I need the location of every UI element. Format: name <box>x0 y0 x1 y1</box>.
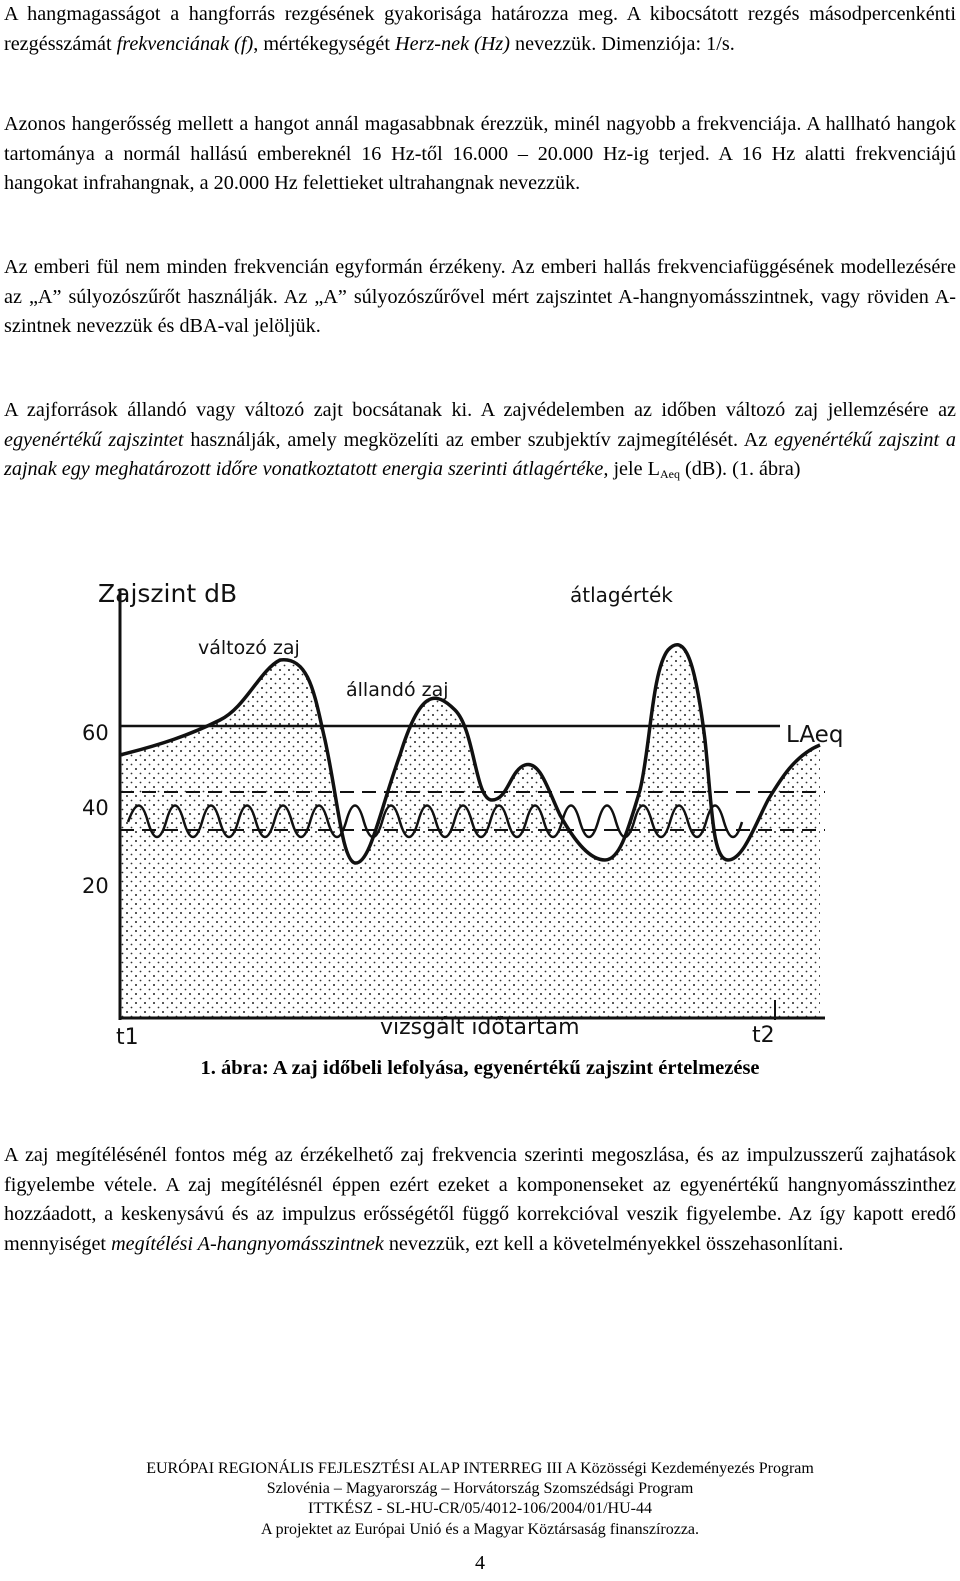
p2-text: Azonos hangerősség mellett a hangot annál magasabbnak érezzük, minél nagyobb a frekvenciája. A hallható hangok tartománya a normál hallású embereknél 16 Hz-től 16.000 – 20.000 Hz-ig terjed. A 16 Hz alatti frekvenciájú hangokat infrahangnak, a 20.000 Hz felettieket ultrahangnak nevezzük. <box>4 113 956 194</box>
p4-text-g: (dB). (1. ábra) <box>679 458 801 480</box>
ytick-60: 60 <box>82 721 109 745</box>
page-number: 4 <box>475 1552 485 1574</box>
footer-line-4: A projektet az Európai Unió és a Magyar Köztársaság finanszírozza. <box>260 1521 700 1538</box>
p1-text-c: , mértékegységét <box>253 32 396 55</box>
figure-caption: 1. ábra: A zaj időbeli lefolyása, egyenértékű zajszint értelmezése <box>200 1057 760 1079</box>
p1-text-e: nevezzük. Dimenziója: 1/s. <box>509 32 735 55</box>
label-laeq: LAeq <box>786 722 844 748</box>
paragraph-frequency <box>4 0 956 59</box>
paragraph-noise-assessment <box>4 1141 956 1259</box>
ytick-20: 20 <box>82 874 109 898</box>
p4-text-e: jele L <box>608 458 660 480</box>
footer-line-1: EURÓPAI REGIONÁLIS FEJLESZTÉSI ALAP INTERREG III A Közösségi Kezdeményezés Program <box>146 1460 814 1477</box>
y-axis-label: Zajszint dB <box>98 579 238 608</box>
label-average: átlagérték <box>570 583 673 607</box>
p5-text-c: nevezzük, ezt kell a követelményekkel összehasonlítani. <box>383 1232 844 1255</box>
paragraph-hearing-range <box>4 110 956 199</box>
paragraph-a-weighting <box>4 253 956 342</box>
p4-text-a: A zajforrások állandó vagy változó zajt bocsátanak ki. A zajvédelemben az időben változó zaj jellemzésére az <box>4 399 956 421</box>
noise-time-figure <box>80 560 880 1060</box>
ytick-40: 40 <box>82 796 109 820</box>
p4-text-c: használják, amely megközelíti az ember szubjektív zajmegítélését. Az <box>183 428 775 451</box>
p3-text: Az emberi fül nem minden frekvencián egyformán érzékeny. Az emberi hallás frekvenciafüggésének modellezésére az „A” súlyozószűrőt használják. Az „A” súlyozószűrővel mért zajszintet A-hangnyomásszintnek, vagy röviden A-szintnek nevezzük és dBA-val jelöljük. <box>4 256 956 337</box>
p1-term-herz: Herz-nek (Hz) <box>395 32 510 55</box>
footer-line-3: ITTKÉSZ - SL-HU-CR/05/4012-106/2004/01/HU-44 <box>308 1500 652 1517</box>
x-axis-label: vizsgált időtartam <box>380 1015 580 1040</box>
t1-label: t1 <box>116 1025 139 1050</box>
p5-text-a: A zaj megítélésénél fontos még az érzékelhető zaj frekvencia szerinti megoszlása, és az impulzusszerű zajhatások figyelembe vétele. A zaj megítélésnél éppen ezért ezeket a komponenseket az egyenértékű hangnyomásszinthez hozzáadott, a keskenysávú és az impulzus erősségétől függő korrekcióval veszik figyelembe. Az így kapott eredő mennyiséget <box>4 1144 956 1255</box>
p1-term-frequency: frekvenciának (f) <box>116 32 254 55</box>
p4-definition: egyenértékű zajszint a zajnak egy meghatározott időre vonatkoztatott energia szerinti átlagértéke, <box>4 428 956 480</box>
p4-term-equivalent-level: egyenértékű zajszintet <box>4 428 184 451</box>
label-variable-noise: változó zaj <box>198 637 300 659</box>
label-constant-noise: állandó zaj <box>346 679 449 701</box>
footer-line-2: Szlovénia – Magyarország – Horvátország Szomszédsági Program <box>266 1480 694 1497</box>
paragraph-equivalent-noise-sources <box>4 396 956 490</box>
p1-text-a: A hangmagasságot a hangforrás rezgésének gyakorisága határozza meg. A kibocsátott rezgés másodpercenkénti rezgésszámát <box>4 3 956 55</box>
p5-term-assessment-level: megítélési A-hangnyomásszintnek <box>111 1232 384 1255</box>
p4-subscript-aeq: Aeq <box>659 467 680 481</box>
t2-label: t2 <box>752 1023 775 1048</box>
